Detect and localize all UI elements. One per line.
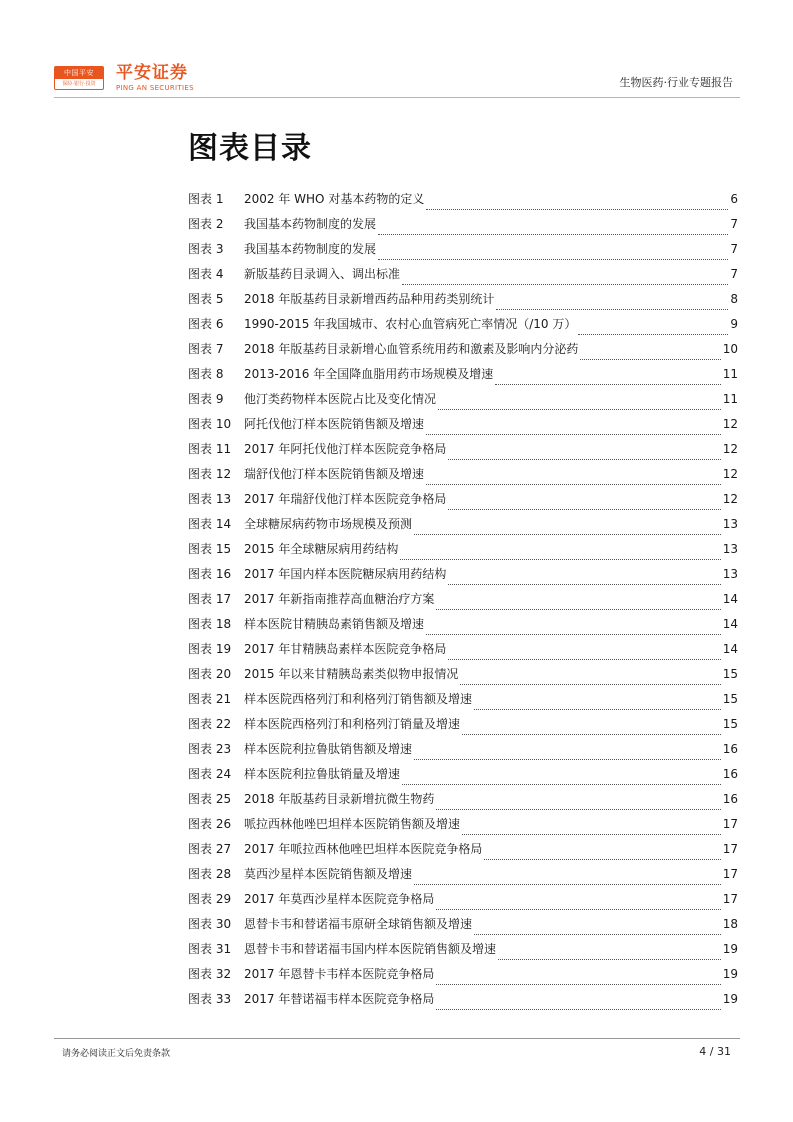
toc-entry-page: 12	[722, 492, 738, 506]
toc-dot-leader	[436, 600, 720, 610]
toc-entry-page: 17	[722, 817, 738, 831]
toc-entry[interactable]	[188, 240, 738, 265]
toc-entry-page: 17	[722, 892, 738, 906]
toc-entry[interactable]	[188, 815, 738, 840]
toc-entry[interactable]	[188, 990, 738, 1015]
toc-entry-title: 样本医院利拉鲁肽销量及增速	[244, 767, 401, 781]
report-category-title: 生物医药·行业专题报告	[619, 76, 733, 89]
toc-entry-label: 图表 32	[188, 967, 232, 981]
toc-entry[interactable]	[188, 915, 738, 940]
toc-entry-page: 6	[730, 192, 738, 206]
toc-entry-page: 8	[730, 292, 738, 306]
toc-entry[interactable]	[188, 665, 738, 690]
toc-entry-page: 15	[722, 717, 738, 731]
toc-entry-page: 11	[722, 367, 738, 381]
toc-dot-leader	[462, 725, 721, 735]
toc-dot-leader	[448, 650, 720, 660]
toc-entry[interactable]	[188, 390, 738, 415]
toc-dot-leader	[474, 700, 721, 710]
toc-entry-title: 2002 年 WHO 对基本药物的定义	[244, 192, 425, 206]
toc-entry-page: 7	[730, 217, 738, 231]
toc-entry-label: 图表 5	[188, 292, 224, 306]
toc-entry-title: 2017 年瑞舒伐他汀样本医院竞争格局	[244, 492, 447, 506]
toc-entry-label: 图表 27	[188, 842, 232, 856]
toc-entry-page: 10	[722, 342, 738, 356]
toc-entry-title: 2017 年阿托伐他汀样本医院竞争格局	[244, 442, 447, 456]
toc-entry[interactable]	[188, 515, 738, 540]
toc-entry-label: 图表 2	[188, 217, 224, 231]
toc-entry-title: 样本医院西格列汀和利格列汀销量及增速	[244, 717, 461, 731]
toc-entry[interactable]	[188, 715, 738, 740]
toc-entry-title: 哌拉西林他唑巴坦样本医院销售额及增速	[244, 817, 461, 831]
header-divider	[54, 97, 740, 98]
toc-entry[interactable]	[188, 890, 738, 915]
toc-dot-leader	[436, 800, 720, 810]
toc-entry-title: 2018 年版基药目录新增西药品种用药类别统计	[244, 292, 495, 306]
company-logo-cn: 平安证券	[116, 63, 188, 83]
toc-dot-leader	[462, 825, 721, 835]
toc-entry-label: 图表 16	[188, 567, 232, 581]
toc-entry-title: 我国基本药物制度的发展	[244, 217, 377, 231]
toc-entry-label: 图表 4	[188, 267, 224, 281]
toc-entry[interactable]	[188, 215, 738, 240]
toc-dot-leader	[460, 675, 720, 685]
toc-dot-leader	[448, 500, 720, 510]
toc-entry-page: 13	[722, 567, 738, 581]
toc-entry[interactable]	[188, 265, 738, 290]
toc-dot-leader	[402, 275, 728, 285]
toc-dot-leader	[448, 575, 720, 585]
toc-entry-page: 15	[722, 692, 738, 706]
toc-entry-label: 图表 8	[188, 367, 224, 381]
pingan-group-logo	[54, 66, 104, 90]
toc-entry-label: 图表 11	[188, 442, 232, 456]
toc-entry-title: 阿托伐他汀样本医院销售额及增速	[244, 417, 425, 431]
toc-entry-title: 样本医院西格列汀和利格列汀销售额及增速	[244, 692, 473, 706]
toc-entry-title: 恩替卡韦和替诺福韦国内样本医院销售额及增速	[244, 942, 497, 956]
toc-entry-title: 2017 年哌拉西林他唑巴坦样本医院竞争格局	[244, 842, 483, 856]
toc-entry-label: 图表 6	[188, 317, 224, 331]
toc-entry-label: 图表 31	[188, 942, 232, 956]
toc-dot-leader	[426, 200, 728, 210]
toc-dot-leader	[436, 900, 720, 910]
toc-entry[interactable]	[188, 790, 738, 815]
toc-entry[interactable]	[188, 190, 738, 215]
toc-dot-leader	[400, 550, 720, 560]
toc-entry-page: 13	[722, 542, 738, 556]
toc-entry-title: 莫西沙星样本医院销售额及增速	[244, 867, 413, 881]
toc-entry-title: 2017 年甘精胰岛素样本医院竞争格局	[244, 642, 447, 656]
toc-entry-title: 2013-2016 年全国降血脂用药市场规模及增速	[244, 367, 494, 381]
toc-dot-leader	[436, 975, 720, 985]
toc-entry-page: 16	[722, 767, 738, 781]
toc-dot-leader	[474, 925, 721, 935]
toc-entry-label: 图表 14	[188, 517, 232, 531]
footer-page-number: 4 / 31	[699, 1045, 731, 1058]
toc-entry[interactable]	[188, 365, 738, 390]
toc-dot-leader	[378, 225, 728, 235]
toc-entry-title: 2015 年以来甘精胰岛素类似物申报情况	[244, 667, 459, 681]
toc-dot-leader	[426, 625, 721, 635]
toc-entry-title: 全球糖尿病药物市场规模及预测	[244, 517, 413, 531]
toc-entry-page: 17	[722, 867, 738, 881]
page-header	[0, 0, 793, 100]
toc-entry-page: 11	[722, 392, 738, 406]
toc-entry[interactable]	[188, 865, 738, 890]
toc-entry-title: 我国基本药物制度的发展	[244, 242, 377, 256]
toc-dot-leader	[438, 400, 721, 410]
toc-entry-label: 图表 20	[188, 667, 232, 681]
toc-entry-page: 7	[730, 267, 738, 281]
toc-entry-label: 图表 30	[188, 917, 232, 931]
toc-entry-page: 16	[722, 792, 738, 806]
footer-divider	[54, 1038, 740, 1039]
toc-entry-label: 图表 24	[188, 767, 232, 781]
toc-entry-title: 2018 年版基药目录新增抗微生物药	[244, 792, 435, 806]
toc-entry-page: 19	[722, 967, 738, 981]
toc-entry-title: 2017 年新指南推荐高血糖治疗方案	[244, 592, 435, 606]
toc-dot-leader	[496, 300, 728, 310]
toc-entry-label: 图表 28	[188, 867, 232, 881]
company-logo-en: PING AN SECURITIES	[116, 84, 194, 92]
toc-dot-leader	[402, 775, 721, 785]
toc-entry-label: 图表 15	[188, 542, 232, 556]
toc-entry[interactable]	[188, 540, 738, 565]
toc-dot-leader	[426, 475, 721, 485]
toc-entry-label: 图表 18	[188, 617, 232, 631]
toc-entry-page: 12	[722, 467, 738, 481]
toc-entry-page: 14	[722, 592, 738, 606]
toc-entry[interactable]	[188, 615, 738, 640]
toc-entry-label: 图表 13	[188, 492, 232, 506]
toc-entry-label: 图表 17	[188, 592, 232, 606]
toc-entry-page: 15	[722, 667, 738, 681]
logo-box-bottom-text: 保险·银行·投资	[62, 81, 96, 87]
toc-entry-title: 1990-2015 年我国城市、农村心血管病死亡率情况（/10 万）	[244, 317, 577, 331]
toc-entry-title: 2017 年莫西沙星样本医院竞争格局	[244, 892, 435, 906]
toc-entry[interactable]	[188, 640, 738, 665]
toc-entry-page: 14	[722, 617, 738, 631]
toc-entry-label: 图表 29	[188, 892, 232, 906]
toc-entry-title: 2015 年全球糖尿病用药结构	[244, 542, 399, 556]
toc-entry-page: 14	[722, 642, 738, 656]
toc-entry-title: 2018 年版基药目录新增心血管系统用药和激素及影响内分泌药	[244, 342, 579, 356]
toc-dot-leader	[414, 525, 721, 535]
toc-entry[interactable]	[188, 840, 738, 865]
toc-entry-label: 图表 33	[188, 992, 232, 1006]
toc-entry-page: 13	[722, 517, 738, 531]
footer-disclaimer: 请务必阅读正文后免责条款	[62, 1049, 171, 1059]
toc-dot-leader	[426, 425, 721, 435]
toc-entry-label: 图表 9	[188, 392, 224, 406]
toc-entry-page: 9	[730, 317, 738, 331]
toc-entry-label: 图表 19	[188, 642, 232, 656]
toc-entry-title: 样本医院甘精胰岛素销售额及增速	[244, 617, 425, 631]
toc-entry[interactable]	[188, 765, 738, 790]
toc-entry-page: 12	[722, 442, 738, 456]
toc-entry-title: 2017 年替诺福韦样本医院竞争格局	[244, 992, 435, 1006]
logo-box-top-text: 中国平安	[55, 67, 103, 79]
toc-entry[interactable]	[188, 965, 738, 990]
toc-entry-label: 图表 26	[188, 817, 232, 831]
toc-dot-leader	[495, 375, 720, 385]
toc-dot-leader	[578, 325, 728, 335]
toc-entry-page: 18	[722, 917, 738, 931]
page-title: 图表目录	[188, 131, 312, 166]
toc-dot-leader	[448, 450, 720, 460]
toc-dot-leader	[498, 950, 721, 960]
toc-dot-leader	[414, 750, 721, 760]
toc-entry-page: 19	[722, 992, 738, 1006]
toc-entry-page: 12	[722, 417, 738, 431]
toc-entry-label: 图表 1	[188, 192, 224, 206]
toc-entry-title: 恩替卡韦和替诺福韦原研全球销售额及增速	[244, 917, 473, 931]
toc-entry[interactable]	[188, 490, 738, 515]
toc-dot-leader	[436, 1000, 720, 1010]
toc-entry[interactable]	[188, 415, 738, 440]
toc-entry[interactable]	[188, 740, 738, 765]
toc-entry[interactable]	[188, 565, 738, 590]
toc-entry[interactable]	[188, 590, 738, 615]
toc-entry-label: 图表 25	[188, 792, 232, 806]
toc-entry-title: 他汀类药物样本医院占比及变化情况	[244, 392, 437, 406]
toc-entry-page: 17	[722, 842, 738, 856]
toc-entry-label: 图表 12	[188, 467, 232, 481]
toc-entry-label: 图表 21	[188, 692, 232, 706]
toc-entry[interactable]	[188, 940, 738, 965]
toc-dot-leader	[414, 875, 721, 885]
toc-entry[interactable]	[188, 290, 738, 315]
toc-dot-leader	[484, 850, 720, 860]
toc-entry[interactable]	[188, 340, 738, 365]
toc-entry[interactable]	[188, 465, 738, 490]
toc-entry-title: 新版基药目录调入、调出标准	[244, 267, 401, 281]
toc-entry-label: 图表 10	[188, 417, 232, 431]
toc-entry-title: 样本医院利拉鲁肽销售额及增速	[244, 742, 413, 756]
toc-entry-title: 2017 年恩替卡韦样本医院竞争格局	[244, 967, 435, 981]
toc-entry[interactable]	[188, 315, 738, 340]
toc-entry-page: 7	[730, 242, 738, 256]
table-of-figures	[188, 190, 738, 1015]
toc-entry[interactable]	[188, 440, 738, 465]
toc-dot-leader	[378, 250, 728, 260]
toc-entry-label: 图表 22	[188, 717, 232, 731]
toc-entry-label: 图表 23	[188, 742, 232, 756]
toc-entry-label: 图表 3	[188, 242, 224, 256]
toc-entry-label: 图表 7	[188, 342, 224, 356]
toc-entry[interactable]	[188, 690, 738, 715]
toc-dot-leader	[580, 350, 720, 360]
toc-entry-page: 19	[722, 942, 738, 956]
toc-entry-page: 16	[722, 742, 738, 756]
toc-entry-title: 2017 年国内样本医院糖尿病用药结构	[244, 567, 447, 581]
toc-entry-title: 瑞舒伐他汀样本医院销售额及增速	[244, 467, 425, 481]
